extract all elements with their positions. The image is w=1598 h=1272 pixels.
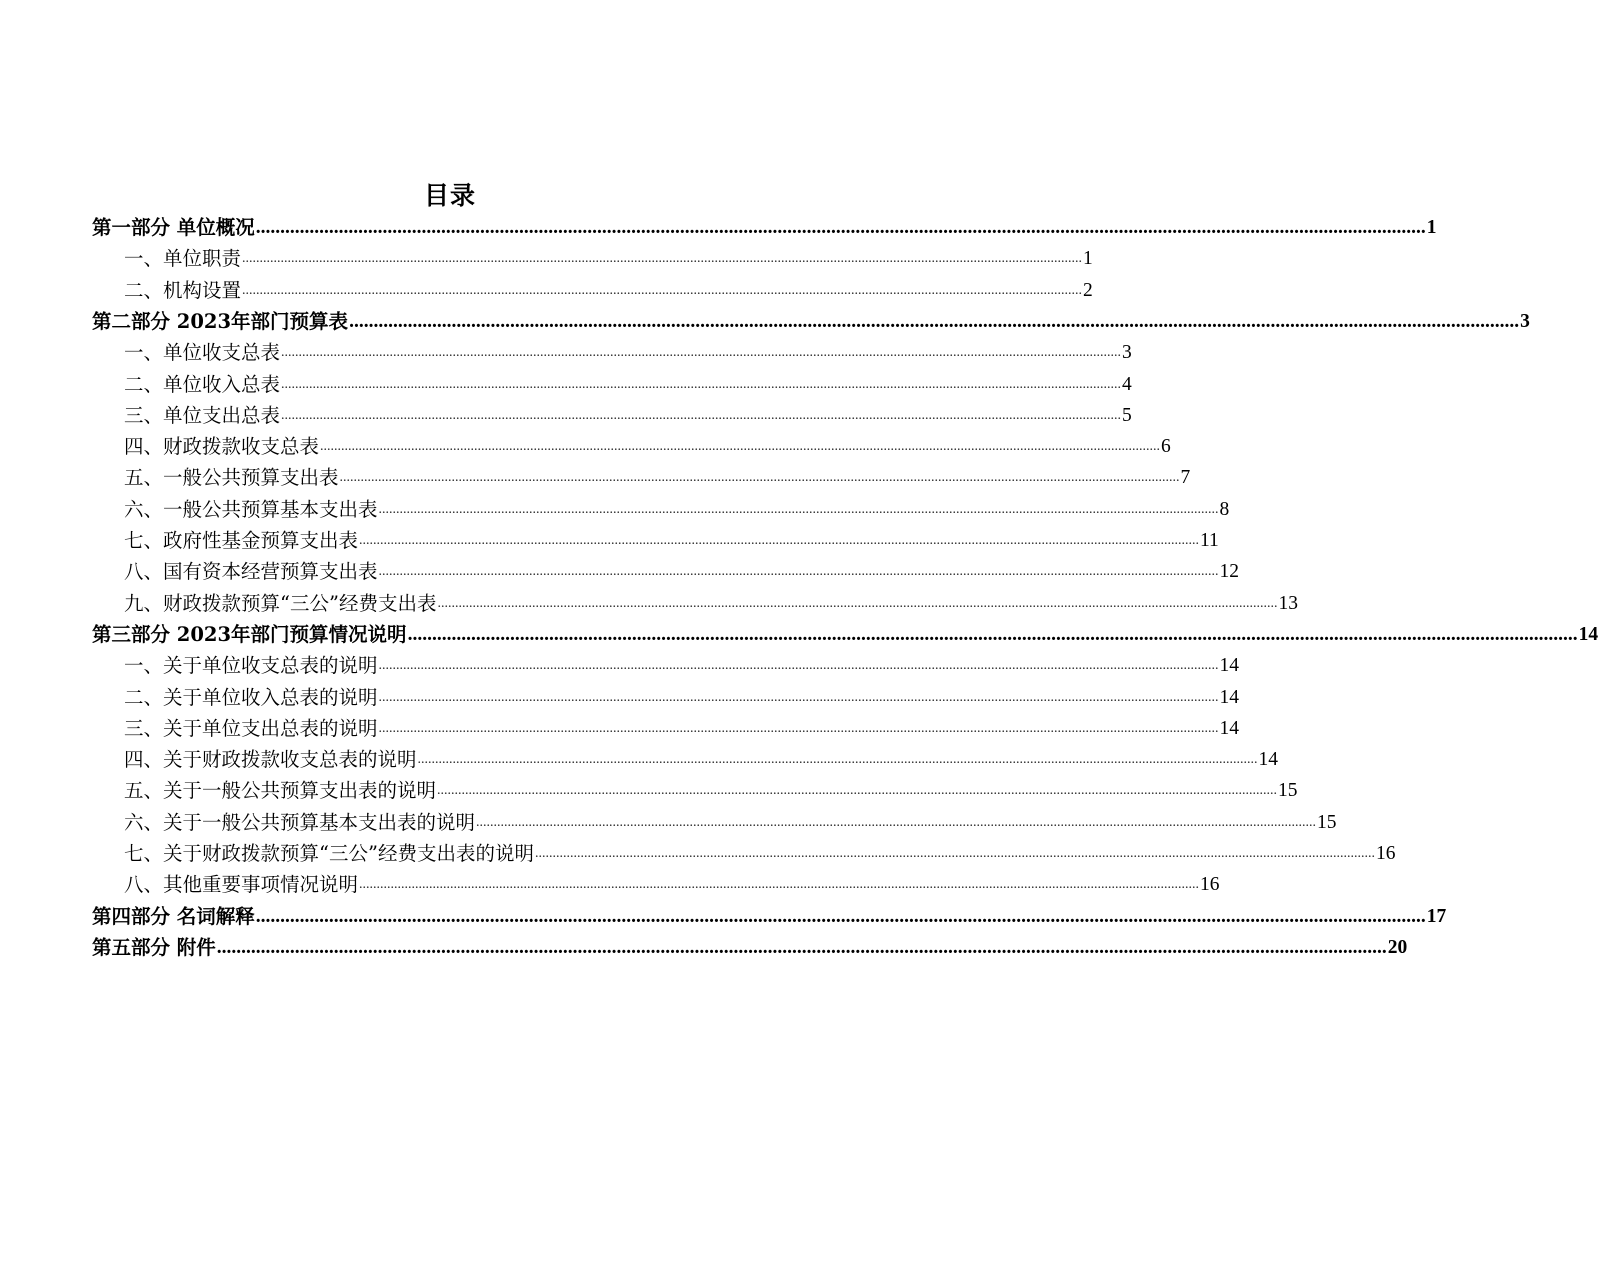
- toc-entry-label: 第一部分 单位概况: [92, 216, 255, 239]
- toc-page-number: 3: [1520, 311, 1530, 332]
- toc-dot-leader: ................................................................................................................................................................................................................................................: [378, 690, 1219, 705]
- toc-entry-label: 四、财政拨款收支总表: [124, 435, 320, 458]
- toc-part-entry[interactable]: [92, 212, 1437, 242]
- toc-entry-label: 七、政府性基金预算支出表: [124, 529, 359, 552]
- toc-page-number: 11: [1200, 530, 1219, 551]
- toc-part-entry[interactable]: [92, 619, 1598, 649]
- toc-section-entry[interactable]: [124, 838, 1396, 868]
- toc-entry-label: 三、单位支出总表: [124, 404, 281, 427]
- toc-page-number: 14: [1258, 749, 1279, 770]
- toc-dot-leader: ................................................................................................................................................................................................................................................: [378, 564, 1219, 579]
- toc-page-number: 12: [1219, 561, 1240, 582]
- toc-section-entry[interactable]: [124, 462, 1191, 492]
- toc-dot-leader: ................................................................................................................................................................................................................................................: [242, 251, 1083, 266]
- toc-page-number: 20: [1387, 937, 1408, 958]
- toc-dot-leader: ................................................................................................................................................................................................................................................: [378, 658, 1219, 673]
- toc-dot-leader: ................................................................................................................................................................................................................................................: [281, 345, 1122, 360]
- toc-section-entry[interactable]: [124, 400, 1132, 430]
- toc-page-number: 6: [1161, 436, 1171, 457]
- toc-page-number: 17: [1426, 906, 1447, 927]
- toc-page-number: 8: [1219, 499, 1230, 520]
- toc-section-entry[interactable]: [124, 744, 1279, 774]
- toc-part-entry[interactable]: [92, 306, 1530, 336]
- toc-page-number: 13: [1278, 593, 1298, 614]
- toc-page-number: 14: [1578, 624, 1598, 645]
- toc-entry-label: 七、关于财政拨款预算“三公”经费支出表的说明: [124, 842, 534, 865]
- toc-entry-label: 第二部分 2023年部门预算表: [92, 310, 349, 333]
- toc-entry-label: 一、关于单位收支总表的说明: [124, 654, 378, 677]
- toc-entry-label: 四、关于财政拨款收支总表的说明: [124, 748, 417, 771]
- toc-dot-leader: ................................................................................................................................................................................................................................................: [349, 311, 1520, 332]
- toc-page-number: 16: [1375, 843, 1396, 864]
- toc-section-entry[interactable]: [124, 775, 1298, 805]
- toc-section-entry[interactable]: [124, 556, 1240, 586]
- toc-dot-leader: ................................................................................................................................................................................................................................................: [437, 596, 1278, 611]
- toc-entry-label: 二、关于单位收入总表的说明: [124, 686, 378, 709]
- toc-section-entry[interactable]: [124, 525, 1219, 555]
- toc-entry-label: 八、国有资本经营预算支出表: [124, 560, 378, 583]
- toc-section-entry[interactable]: [124, 275, 1093, 305]
- toc-part-entry[interactable]: [92, 932, 1408, 962]
- toc-entry-label: 九、财政拨款预算“三公”经费支出表: [124, 592, 437, 615]
- toc-section-entry[interactable]: [124, 369, 1132, 399]
- toc-section-entry[interactable]: [124, 869, 1220, 899]
- toc-page-number: 14: [1219, 718, 1240, 739]
- toc-entry-label: 六、关于一般公共预算基本支出表的说明: [124, 811, 476, 834]
- toc-section-entry[interactable]: [124, 243, 1093, 273]
- toc-section-entry[interactable]: [124, 588, 1298, 618]
- toc-dot-leader: ................................................................................................................................................................................................................................................: [255, 906, 1426, 927]
- toc-dot-leader: ................................................................................................................................................................................................................................................: [476, 815, 1317, 830]
- toc-dot-leader: ................................................................................................................................................................................................................................................: [359, 533, 1200, 548]
- toc-dot-leader: ................................................................................................................................................................................................................................................: [437, 783, 1278, 798]
- toc-dot-leader: ................................................................................................................................................................................................................................................: [216, 937, 1387, 958]
- toc-entry-label: 第五部分 附件: [92, 936, 216, 959]
- toc-page-number: 7: [1180, 467, 1191, 488]
- toc-dot-leader: ................................................................................................................................................................................................................................................: [534, 846, 1375, 861]
- toc-entry-label: 第三部分 2023年部门预算情况说明: [92, 623, 407, 646]
- toc-section-entry[interactable]: [124, 713, 1240, 743]
- toc-entry-label: 五、一般公共预算支出表: [124, 466, 339, 489]
- toc-section-entry[interactable]: [124, 807, 1337, 837]
- toc-section-entry[interactable]: [124, 494, 1230, 524]
- toc-page-number: 1: [1083, 248, 1093, 269]
- toc-entry-label: 六、一般公共预算基本支出表: [124, 498, 378, 521]
- toc-dot-leader: ................................................................................................................................................................................................................................................: [417, 752, 1258, 767]
- toc-dot-leader: ................................................................................................................................................................................................................................................: [242, 283, 1083, 298]
- toc-entry-label: 二、单位收入总表: [124, 373, 281, 396]
- toc-page-number: 15: [1278, 780, 1298, 801]
- toc-entry-label: 一、单位收支总表: [124, 341, 281, 364]
- toc-page-number: 14: [1219, 655, 1240, 676]
- toc-entry-label: 三、关于单位支出总表的说明: [124, 717, 378, 740]
- toc-dot-leader: ................................................................................................................................................................................................................................................: [320, 439, 1161, 454]
- toc-dot-leader: ................................................................................................................................................................................................................................................: [255, 217, 1426, 238]
- toc-page-number: 5: [1122, 405, 1132, 426]
- toc-page-number: 16: [1200, 874, 1220, 895]
- toc-page-number: 1: [1426, 217, 1437, 238]
- toc-dot-leader: ................................................................................................................................................................................................................................................: [359, 877, 1200, 892]
- toc-dot-leader: ................................................................................................................................................................................................................................................: [378, 502, 1219, 517]
- toc-section-entry[interactable]: [124, 650, 1240, 680]
- toc-page-number: 2: [1083, 280, 1093, 301]
- toc-dot-leader: ................................................................................................................................................................................................................................................: [281, 377, 1122, 392]
- page-title: 目录: [423, 181, 476, 210]
- toc-entry-label: 二、机构设置: [124, 279, 242, 302]
- toc-page-number: 15: [1317, 812, 1337, 833]
- toc-section-entry[interactable]: [124, 431, 1171, 461]
- toc-dot-leader: ................................................................................................................................................................................................................................................: [281, 408, 1122, 423]
- toc-entry-label: 五、关于一般公共预算支出表的说明: [124, 779, 437, 802]
- toc-page-number: 4: [1122, 374, 1132, 395]
- toc-dot-leader: ................................................................................................................................................................................................................................................: [339, 470, 1180, 485]
- toc-page-number: 3: [1122, 342, 1132, 363]
- toc-section-entry[interactable]: [124, 682, 1240, 712]
- toc-entry-label: 第四部分 名词解释: [92, 905, 255, 928]
- toc-part-entry[interactable]: [92, 901, 1447, 931]
- toc-dot-leader: ................................................................................................................................................................................................................................................: [407, 624, 1578, 645]
- toc-entry-label: 八、其他重要事项情况说明: [124, 873, 359, 896]
- toc-dot-leader: ................................................................................................................................................................................................................................................: [378, 721, 1219, 736]
- toc-section-entry[interactable]: [124, 337, 1132, 367]
- toc-entry-label: 一、单位职责: [124, 247, 242, 270]
- toc-page-number: 14: [1219, 687, 1240, 708]
